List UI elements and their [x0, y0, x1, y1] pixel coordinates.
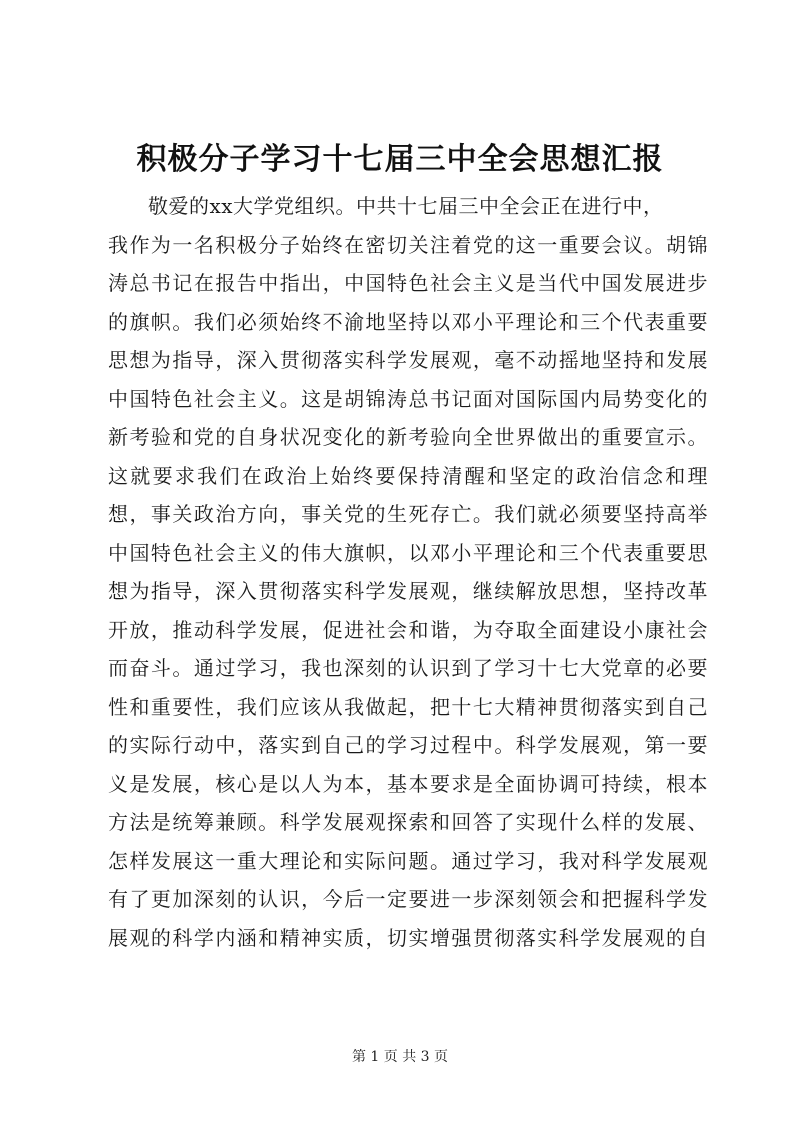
- body-line: 新考验和党的自身状况变化的新考验向全世界做出的重要宣示。: [108, 425, 708, 449]
- body-line: 想为指导，深入贯彻落实科学发展观，继续解放思想，坚持改革: [108, 579, 708, 603]
- body-line: 中国特色社会主义的伟大旗帜，以邓小平理论和三个代表重要思: [108, 540, 708, 565]
- body-line: 中国特色社会主义。这是胡锦涛总书记面对国际国内局势变化的: [108, 386, 708, 411]
- body-line: 这就要求我们在政治上始终要保持清醒和坚定的政治信念和理: [108, 463, 708, 488]
- body-line: 有了更加深刻的认识，今后一定要进一步深刻领会和把握科学发: [108, 887, 708, 911]
- body-line: 展观的科学内涵和精神实质，切实增强贯彻落实科学发展观的自: [108, 925, 708, 950]
- body-line: 开放，推动科学发展，促进社会和谐，为夺取全面建设小康社会: [108, 617, 708, 642]
- body-line: 想，事关政治方向，事关党的生死存亡。我们就必须要坚持高举: [108, 502, 708, 526]
- body-line: 方法是统筹兼顾。科学发展观探索和回答了实现什么样的发展、: [108, 810, 708, 834]
- body-line: 涛总书记在报告中指出，中国特色社会主义是当代中国发展进步: [108, 271, 708, 295]
- page-number-footer: 第 1 页 共 3 页: [351, 1049, 449, 1065]
- document-body: [108, 187, 708, 957]
- body-line: 怎样发展这一重大理论和实际问题。通过学习，我对科学发展观: [108, 848, 708, 873]
- body-line: 思想为指导，深入贯彻落实科学发展观，毫不动摇地坚持和发展: [108, 348, 708, 372]
- body-line: 的实际行动中，落实到自己的学习过程中。科学发展观，第一要: [108, 733, 708, 757]
- body-line: 义是发展，核心是以人为本，基本要求是全面协调可持续，根本: [108, 771, 708, 796]
- body-line: 敬爱的xx大学党组织。中共十七届三中全会正在进行中，: [148, 194, 664, 218]
- body-line: 性和重要性，我们应该从我做起，把十七大精神贯彻落实到自己: [108, 694, 708, 719]
- document-title: 积极分子学习十七届三中全会思想汇报: [136, 142, 664, 177]
- body-line: 我作为一名积极分子始终在密切关注着党的这一重要会议。胡锦: [108, 232, 708, 257]
- body-line: 而奋斗。通过学习，我也深刻的认识到了学习十七大党章的必要: [108, 656, 708, 680]
- body-line: 的旗帜。我们必须始终不渝地坚持以邓小平理论和三个代表重要: [108, 309, 708, 334]
